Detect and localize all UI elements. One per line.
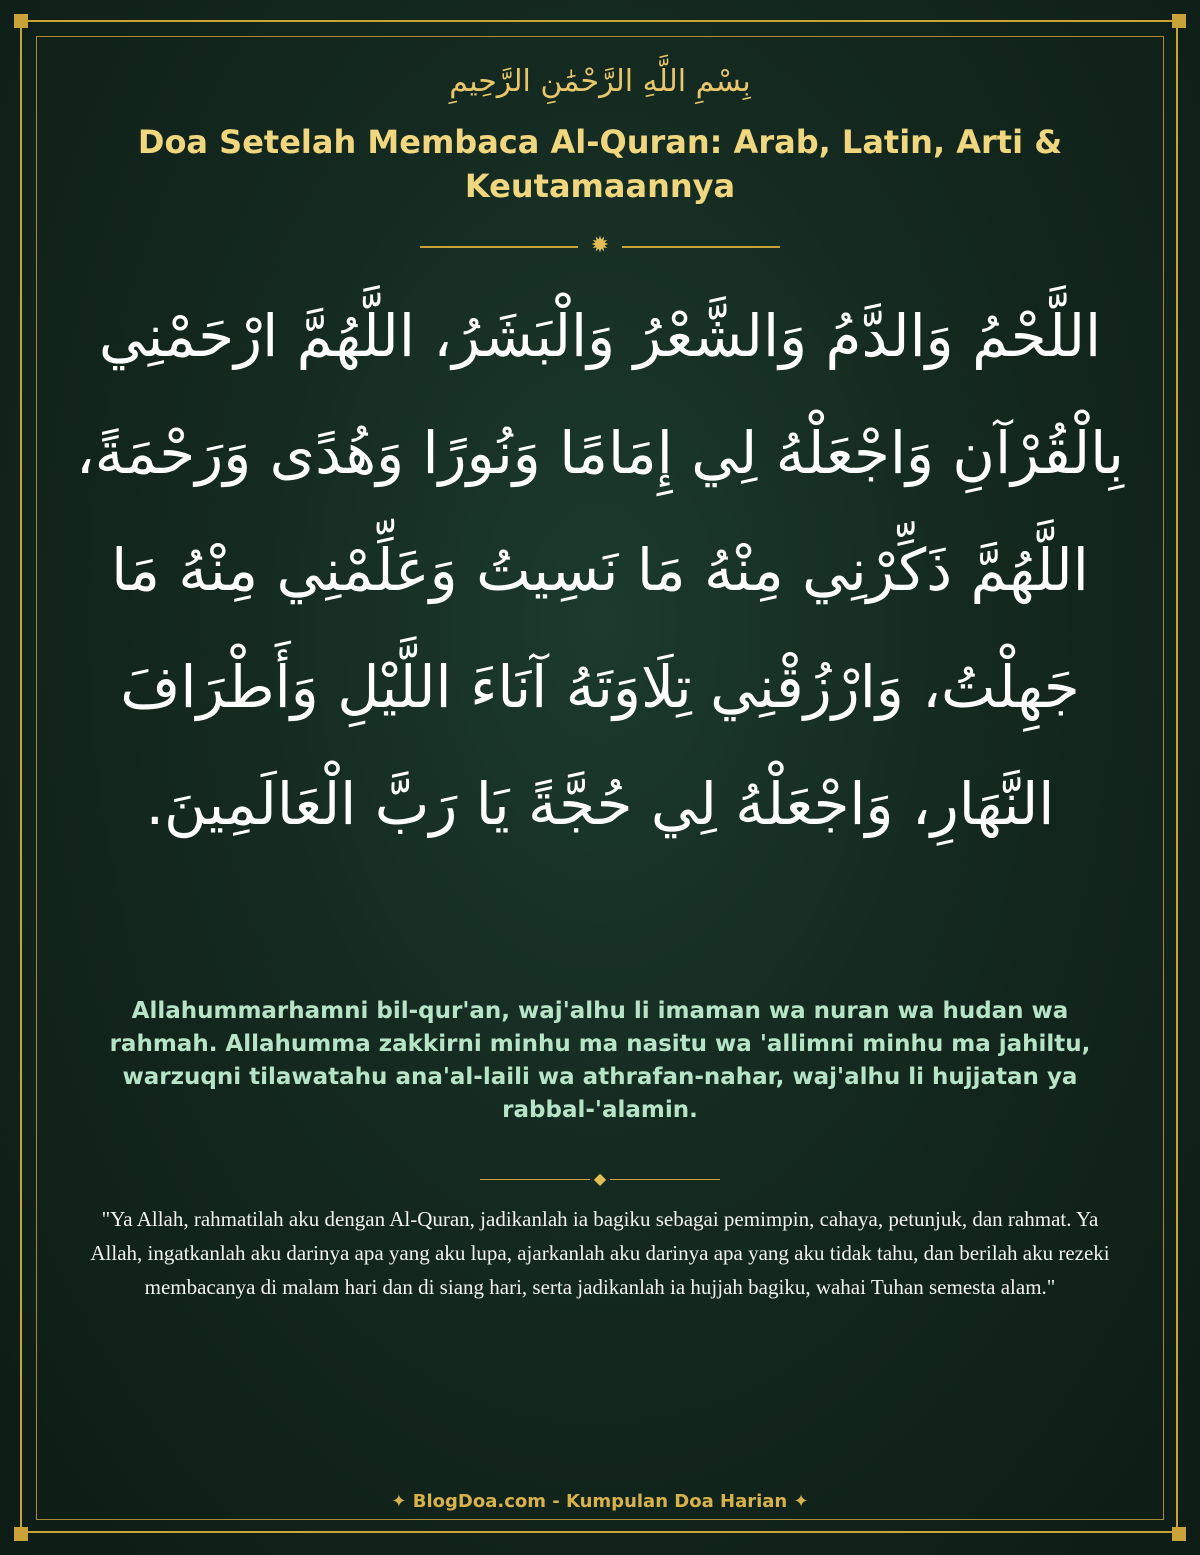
corner-ornament-top-right bbox=[1172, 14, 1186, 28]
corner-ornament-top-left bbox=[14, 14, 28, 28]
corner-ornament-bottom-left bbox=[14, 1527, 28, 1541]
corner-ornament-bottom-right bbox=[1172, 1527, 1186, 1541]
divider-line-left bbox=[420, 246, 578, 248]
indonesian-translation: "Ya Allah, rahmatilah aku dengan Al-Quran, jadikanlah ia bagiku sebagai pemimpin, cahaya, petunjuk, dan rahmat. Ya Allah, ingatkanlah aku darinya apa yang aku lupa, ajarkanlah aku darinya apa yang aku tidak tahu, dan berilah aku rezeki membacanya di malam hari dan di siang hari, serta jadikanlah ia hujjah bagiku, wahai Tuhan semesta alam." bbox=[90, 1207, 1110, 1299]
diamond-ornament-icon: ◆ bbox=[593, 1169, 607, 1188]
divider-line-small-left bbox=[480, 1179, 590, 1180]
arabic-doa-text: اللَّحْمُ وَالدَّمُ وَالشَّعْرُ وَالْبَشَرُ، اللَّهُمَّ ارْحَمْنِي بِالْقُرْآنِ وَاجْعَلْهُ لِي إِمَامًا وَنُورًا وَهُدًى وَرَحْمَةً، اللَّهُمَّ ذَكِّرْنِي مِنْهُ مَا نَسِيتُ وَعَلِّمْنِي مِنْهُ مَا جَهِلْتُ، وَارْزُقْنِي تِلَاوَتَهُ آنَاءَ اللَّيْلِ وَأَطْرَافَ النَّهَارِ، وَاجْعَلْهُ لِي حُجَّةً يَا رَبَّ الْعَالَمِينَ. bbox=[76, 302, 1124, 838]
divider-line-small-right bbox=[610, 1179, 720, 1180]
footer-credit: ✦ BlogDoa.com - Kumpulan Doa Harian ✦ bbox=[391, 1491, 809, 1512]
latin-transliteration: Allahummarhamni bil-qur'an, waj'alhu li imaman wa nuran wa hudan wa rahmah. Allahumma zakkirni minhu ma nasitu wa 'allimni minhu ma jahiltu, warzuqni tilawatahu ana'al-laili wa athrafan-nahar, waj'alhu li hujjatan ya rabbal-'alamin. bbox=[109, 998, 1091, 1123]
page-title: Doa Setelah Membaca Al-Quran: Arab, Latin, Arti & Keutamaannya bbox=[137, 123, 1063, 205]
basmalah: بِسْمِ اللَّهِ الرَّحْمَٰنِ الرَّحِيمِ bbox=[449, 64, 751, 99]
divider-line-right bbox=[622, 246, 780, 248]
star-ornament-icon: ✹ bbox=[590, 233, 610, 258]
